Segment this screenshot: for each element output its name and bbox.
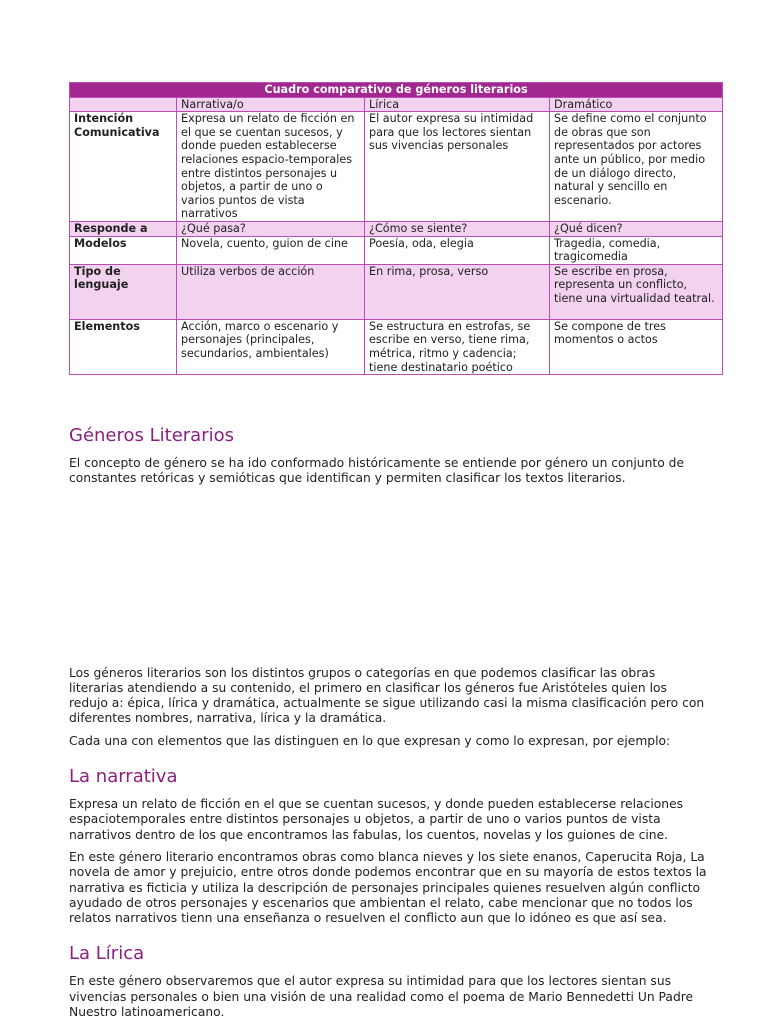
table-row (70, 236, 723, 264)
table-cell: Expresa un relato de ficción en el que se cuentan sucesos, y donde pueden establecerse relaciones espacio-temporales entre distintos personajes u objetos, a partir de uno o varios puntos de vista narrativos (177, 112, 365, 222)
section-heading-generos: Géneros Literarios (69, 425, 235, 446)
document-body (69, 424, 709, 1027)
paragraph: Expresa un relato de ficción en el que se cuentan sucesos, y donde pueden establecerse relaciones espaciotemporales entre distintos personajes u objetos, a partir de uno o varios puntos de vista narrativos dentro de los que encontramos las fabulas, los cuentos, novelas y los guiones de cine. (69, 797, 684, 842)
header-narrativa: Narrativa/o (177, 97, 365, 112)
row-label: Responde a (70, 221, 177, 236)
comparison-table-wrapper (69, 82, 722, 375)
row-label: Tipo de lenguaje (70, 264, 177, 319)
paragraph: El concepto de género se ha ido conformado históricamente se entiende por género un conjunto de constantes retóricas y semióticas que identifican y permiten clasificar los textos literarios. (69, 456, 685, 486)
table-row (70, 264, 723, 319)
row-label: Elementos (70, 319, 177, 374)
table-header-row (70, 97, 723, 112)
table-cell: Acción, marco o escenario y personajes (principales, secundarios, ambientales) (177, 319, 365, 374)
table-cell: Se estructura en estrofas, se escribe en verso, tiene rima, métrica, ritmo y cadencia; tiene destinatario poético (365, 319, 550, 374)
table-row (70, 221, 723, 236)
table-cell: El autor expresa su intimidad para que los lectores sientan sus vivencias personales (365, 112, 550, 222)
section-heading-lirica: La Lírica (69, 943, 145, 965)
table-cell: Utiliza verbos de acción (177, 264, 365, 319)
table-cell: ¿Cómo se siente? (365, 221, 550, 236)
row-label: Intención Comunicativa (70, 112, 177, 222)
table-cell: Novela, cuento, guion de cine (177, 236, 365, 264)
table-cell: ¿Qué pasa? (177, 221, 365, 236)
table-row (70, 319, 723, 374)
header-empty (70, 97, 177, 112)
table-title-row (70, 83, 723, 98)
table-cell: Tragedia, comedia, tragicomedia (550, 236, 723, 264)
table-cell: Poesía, oda, elegia (365, 236, 550, 264)
comparison-table (69, 82, 723, 375)
paragraph: En este género literario encontramos obras como blanca nieves y los siete enanos, Caperucita Roja, La novela de amor y prejuicio, entre otros donde podemos encontrar que en su mayoría de estos textos la narrativa es ficticia y utiliza la descripción de personajes principales quienes resuelven algún conflicto ayudado de otros personajes y escenarios que ambientan el relato, cabe mencionar que no todos los relatos narrativos tienn una enseñanza o resuelven el conflicto aun que lo idóneo es que así sea. (69, 849, 707, 926)
table-row (70, 112, 723, 222)
paragraph: En este género observaremos que el autor expresa su intimidad para que los lectores sientan sus vivencias personales o bien una visión de una realidad como el poema de Mario Bennedetti Un Padre Nuestro latinoamericano. (69, 974, 694, 1020)
table-cell: En rima, prosa, verso (365, 264, 550, 319)
header-dramatico: Dramático (550, 97, 723, 112)
blank-space (69, 494, 709, 666)
table-cell: ¿Qué dicen? (550, 221, 723, 236)
paragraph: Cada una con elementos que las distinguen en lo que expresan y como lo expresan, por ejemplo: (69, 733, 671, 748)
row-label: Modelos (70, 236, 177, 264)
table-cell: Se compone de tres momentos o actos (550, 319, 723, 374)
table-cell: Se define como el conjunto de obras que son representados por actores ante un público, por medio de un diálogo directo, natural y sencillo en escenario. (550, 112, 723, 222)
paragraph: Los géneros literarios son los distintos grupos o categorías en que podemos clasificar las obras literarias atendiendo a su contenido, el primero en clasificar los géneros fue Aristóteles quien los redujo a: épica, lírica y dramática, actualmente se sigue utilizando casi la misma clasificación pero con diferentes nombres, narrativa, lírica y la dramática. (69, 665, 705, 726)
table-cell: Se escribe en prosa, representa un conflicto, tiene una virtualidad teatral. (550, 264, 723, 319)
header-lirica: Lírica (365, 97, 550, 112)
table-title: Cuadro comparativo de géneros literarios (70, 83, 723, 98)
section-heading-narrativa: La narrativa (69, 766, 178, 788)
